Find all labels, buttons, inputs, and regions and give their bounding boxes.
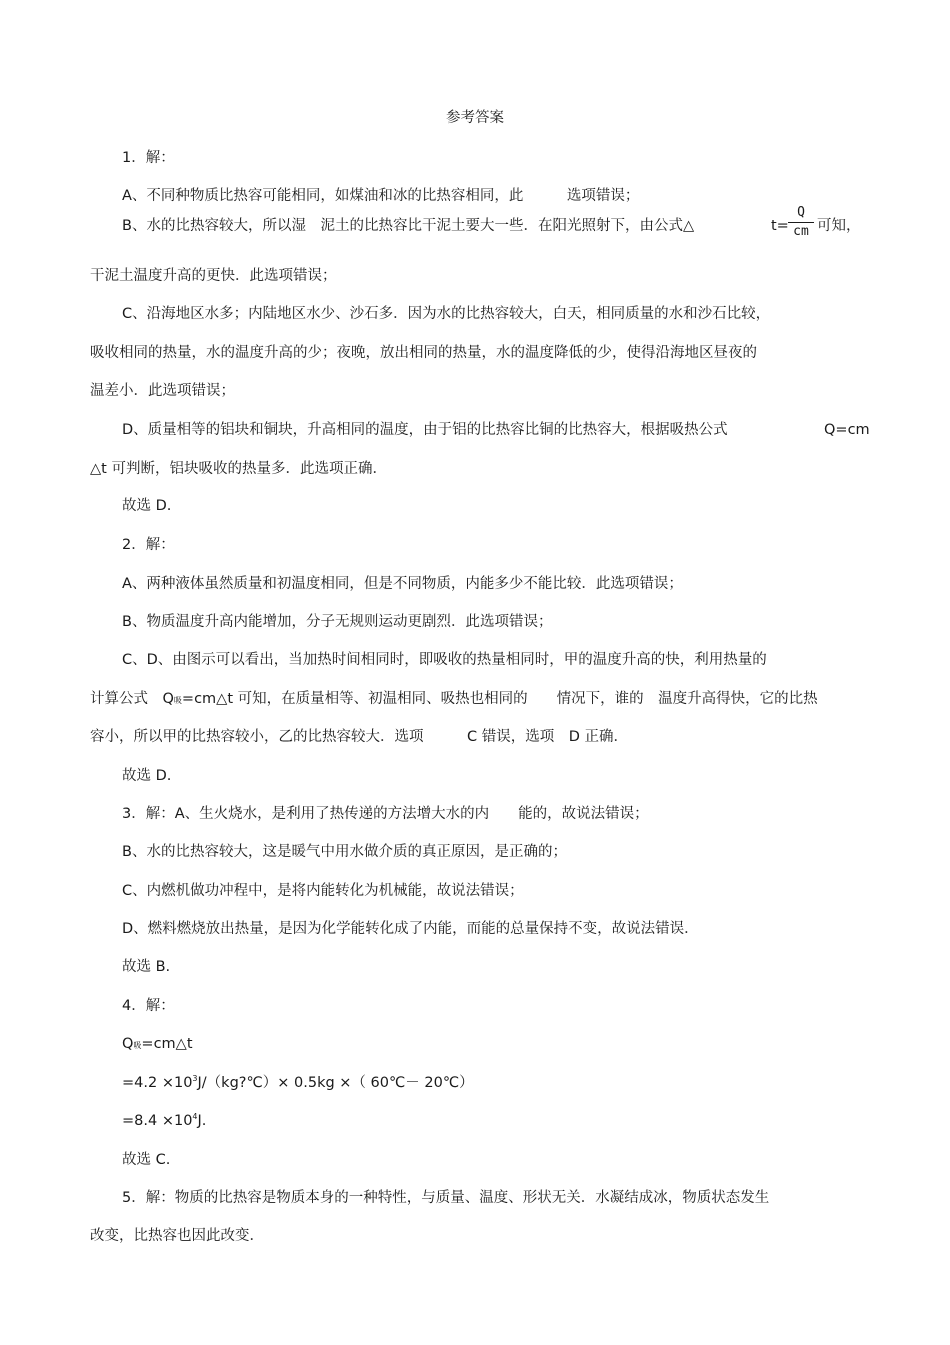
q1-answer: 故选 D.: [122, 498, 172, 514]
q4-formula-subscript: 吸: [133, 1041, 142, 1050]
q4-formula-q: Q: [122, 1036, 134, 1052]
q1-fraction-denominator: cm: [793, 224, 809, 239]
q3-option-b: B、水的比热容较大，这是暖气中用水做介质的真正原因，是正确的；: [122, 844, 567, 860]
q2-option-cd-line1: C、D、由图示可以看出，当加热时间相同时，即吸收的热量相同时，甲的温度升高的快，利用热量的: [122, 652, 767, 668]
q5-line1: 5．解：物质的比热容是物质本身的一种特性，与质量、温度、形状无关．水凝结成冰，物质状态发生: [122, 1190, 770, 1206]
q4-answer: 故选 C.: [122, 1152, 171, 1168]
q1-option-c-line1: C、沿海地区水多；内陆地区水少、沙石多．因为水的比热容较大，白天，相同质量的水和沙石比较，: [122, 306, 771, 322]
q4-formula-line2: [122, 1074, 474, 1092]
q1-option-d-formula: Q=cm: [824, 422, 870, 438]
q1-fraction: [786, 205, 816, 240]
q4-line3-exponent: 4: [192, 1112, 198, 1121]
q4-line2-post: J/（kg?℃）× 0.5kg ×（ 60℃－ 20℃）: [197, 1075, 474, 1091]
q4-heading: 4．解：: [122, 998, 175, 1014]
q4-formula-line1: [122, 1035, 193, 1055]
q4-line3-pre: =8.4 ×10: [122, 1113, 193, 1129]
q4-formula-line3: [122, 1112, 206, 1130]
q2-option-cd-line2-rest: =cm△t 可知，在质量相等、初温相同、吸热也相同的 情况下，谁的 温度升高得快，它的比热: [181, 691, 818, 707]
q1-fraction-numerator: Q: [797, 205, 805, 220]
q2-heading: 2．解：: [122, 537, 175, 553]
q1-option-c-line2: 吸收相同的热量，水的温度升高的少；夜晚，放出相同的热量，水的温度降低的少，使得沿海地区昼夜的: [90, 345, 757, 361]
q3-option-d: D、燃料燃烧放出热量，是因为化学能转化成了内能，而能的总量保持不变，故说法错误．: [122, 921, 699, 937]
q3-answer: 故选 B.: [122, 959, 171, 975]
q1-formula-t: t=: [771, 218, 789, 234]
q3-option-c: C、内燃机做功冲程中，是将内能转化为机械能，故说法错误；: [122, 883, 524, 899]
q1-heading: 1．解：: [122, 150, 175, 166]
page-title: 参考答案: [446, 110, 504, 126]
q1-option-b-line2: 干泥土温度升高的更快．此选项错误；: [90, 268, 337, 284]
q2-option-a: A、两种液体虽然质量和初温度相同，但是不同物质，内能多少不能比较．此选项错误；: [122, 576, 683, 592]
q2-option-cd-line2: [90, 690, 818, 710]
q4-line3-post: J.: [197, 1113, 207, 1129]
q3-heading-option-a: 3．解：A、生火烧水，是利用了热传递的方法增大水的内 能的，故说法错误；: [122, 806, 649, 822]
q1-option-b-text: B、水的比热容较大，所以湿 泥土的比热容比干泥土要大一些．在阳光照射下，由公式△: [122, 218, 695, 234]
q1-option-c-line3: 温差小．此选项错误；: [90, 383, 235, 399]
q2-formula-subscript: 吸: [173, 696, 182, 705]
q4-line2-pre: =4.2 ×10: [122, 1075, 193, 1091]
q2-option-b: B、物质温度升高内能增加，分子无规则运动更剧烈．此选项错误；: [122, 614, 553, 630]
q1-option-b-line1: [122, 217, 694, 235]
q1-option-b-suffix: 可知，: [817, 218, 861, 234]
q1-fraction-bar: [788, 222, 814, 223]
q1-option-d-line1: D、质量相等的铝块和铜块，升高相同的温度，由于铝的比热容比铜的比热容大，根据吸热公式: [122, 422, 728, 438]
q4-line2-exponent: 3: [192, 1074, 198, 1083]
q5-line2: 改变，比热容也因此改变．: [90, 1228, 264, 1244]
q4-formula-rest: =cm△t: [141, 1036, 193, 1052]
q2-answer: 故选 D.: [122, 768, 172, 784]
q1-option-d-line2: △t 可判断，铝块吸收的热量多．此选项正确．: [90, 461, 387, 477]
q2-option-cd-line3: 容小，所以甲的比热容较小，乙的比热容较大．选项 C 错误，选项 D 正确．: [90, 729, 629, 745]
q2-formula-q: 计算公式 Q: [90, 691, 174, 707]
q1-option-a: A、不同种物质比热容可能相同，如煤油和冰的比热容相同，此 选项错误；: [122, 188, 640, 204]
